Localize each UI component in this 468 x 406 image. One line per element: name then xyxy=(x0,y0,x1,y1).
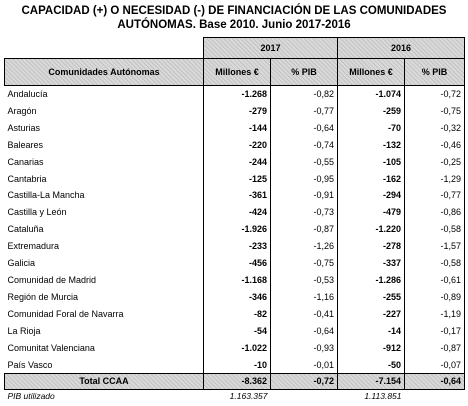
pib-2016: -0,72 xyxy=(405,86,465,103)
millions-2016: -132 xyxy=(338,137,405,154)
table-row xyxy=(5,120,465,137)
pib-2017: -0,74 xyxy=(271,137,338,154)
table-row xyxy=(5,154,465,171)
pib-2016: -0,17 xyxy=(405,323,465,340)
column-header-region: Comunidades Autónomas xyxy=(5,59,204,86)
table-row xyxy=(5,137,465,154)
millions-2016: -162 xyxy=(338,171,405,188)
year-2017-header: 2017 xyxy=(204,38,338,59)
millions-2017: -244 xyxy=(204,154,271,171)
millions-2016: -259 xyxy=(338,103,405,120)
millions-2016: -255 xyxy=(338,289,405,306)
column-header-pib-2017: % PIB xyxy=(271,59,338,86)
region-name: Canarias xyxy=(7,156,44,167)
total-pib-2016: -0,64 xyxy=(405,374,465,390)
millions-2016: -278 xyxy=(338,238,405,255)
millions-2016: -1.074 xyxy=(338,86,405,103)
pib-2017: -0,41 xyxy=(271,306,338,323)
table-row xyxy=(5,103,465,120)
millions-2017: -144 xyxy=(204,120,271,137)
millions-2017: -1.926 xyxy=(204,221,271,238)
total-pib-2017: -0,72 xyxy=(271,374,338,390)
pib-2017: -0,01 xyxy=(271,357,338,374)
millions-2017: -361 xyxy=(204,187,271,204)
region-name: Región de Murcia xyxy=(7,291,79,302)
region-name: País Vasco xyxy=(7,359,53,370)
pib-2016: -0,89 xyxy=(405,289,465,306)
pib-2016: -0,46 xyxy=(405,137,465,154)
region-name: Galicia xyxy=(7,258,36,269)
region-name: Comunidad Foral de Navarra xyxy=(7,308,124,319)
millions-2017: -346 xyxy=(204,289,271,306)
millions-2017: -82 xyxy=(204,306,271,323)
table-body xyxy=(5,86,465,374)
pib-value-2017: 1.163.357 xyxy=(229,391,268,402)
millions-2017: -1.022 xyxy=(204,340,271,357)
pib-2017: -0,75 xyxy=(271,255,338,272)
total-label: Total CCAA xyxy=(5,374,204,390)
pib-2017: -0,91 xyxy=(271,187,338,204)
pib-2016: -0,58 xyxy=(405,221,465,238)
table-row xyxy=(5,340,465,357)
pib-2017: -1,16 xyxy=(271,289,338,306)
pib-2017: -0,87 xyxy=(271,221,338,238)
column-header-millions-2016: Millones € xyxy=(338,59,405,86)
table-row xyxy=(5,306,465,323)
millions-2017: -10 xyxy=(204,357,271,374)
table-row xyxy=(5,357,465,374)
millions-2016: -105 xyxy=(338,154,405,171)
pib-2016: -0,87 xyxy=(405,340,465,357)
region-name: Baleares xyxy=(7,139,44,150)
column-header-pib-2016: % PIB xyxy=(405,59,465,86)
millions-2017: -233 xyxy=(204,238,271,255)
pib-2016: -0,61 xyxy=(405,272,465,289)
pib-2017: -0,95 xyxy=(271,171,338,188)
pib-2017: -0,93 xyxy=(271,340,338,357)
millions-2016: -227 xyxy=(338,306,405,323)
region-name: Andalucía xyxy=(7,89,48,99)
pib-2017: -0,64 xyxy=(271,120,338,137)
total-row xyxy=(5,374,465,390)
title-line-2: AUTÓNOMAS. Base 2010. Junio 2017-2016 xyxy=(117,19,351,31)
table-row xyxy=(5,289,465,306)
millions-2017: -125 xyxy=(204,171,271,188)
pib-2016: -0,07 xyxy=(405,357,465,374)
millions-2016: -479 xyxy=(338,204,405,221)
pib-2017: -0,73 xyxy=(271,204,338,221)
millions-2016: -70 xyxy=(338,120,405,137)
table-row xyxy=(5,238,465,255)
region-name: Comunitat Valenciana xyxy=(7,342,95,353)
pib-2017: -0,64 xyxy=(271,323,338,340)
table-row xyxy=(5,255,465,272)
millions-2016: -337 xyxy=(338,255,405,272)
millions-2017: -1.168 xyxy=(204,272,271,289)
pib-2017: -0,77 xyxy=(271,103,338,120)
millions-2016: -1.220 xyxy=(338,221,405,238)
pib-2016: -0,32 xyxy=(405,120,465,137)
pib-2017: -0,55 xyxy=(271,154,338,171)
region-name: Comunidad de Madrid xyxy=(7,274,97,285)
millions-2017: -54 xyxy=(204,323,271,340)
pib-label: PIB utilizado xyxy=(7,391,55,402)
pib-2016: -0,75 xyxy=(405,103,465,120)
table-row xyxy=(5,86,465,103)
millions-2017: -279 xyxy=(204,103,271,120)
region-name: Aragón xyxy=(7,105,37,116)
table-row xyxy=(5,221,465,238)
region-name: Cataluña xyxy=(7,224,44,235)
region-name: Extremadura xyxy=(7,241,60,252)
title-line-1: CAPACIDAD (+) O NECESIDAD (-) DE FINANCIACIÓN DE LAS COMUNIDADES xyxy=(21,5,447,17)
millions-2016: -294 xyxy=(338,187,405,204)
pib-2016: -0,77 xyxy=(405,187,465,204)
pib-2017: -0,53 xyxy=(271,272,338,289)
region-name: Castilla y León xyxy=(7,207,67,218)
total-millions-2016: -7.154 xyxy=(338,374,405,390)
millions-2016: -1.286 xyxy=(338,272,405,289)
total-millions-2017: -8.362 xyxy=(204,374,271,390)
region-name: Cantabria xyxy=(7,173,47,184)
table-row xyxy=(5,171,465,188)
pib-2017: -0,82 xyxy=(271,86,338,103)
financing-table xyxy=(4,37,465,403)
table-row xyxy=(5,323,465,340)
pib-2016: -0,58 xyxy=(405,255,465,272)
year-2016-header: 2016 xyxy=(338,38,465,59)
pib-row xyxy=(5,390,465,404)
millions-2016: -50 xyxy=(338,357,405,374)
millions-2017: -220 xyxy=(204,137,271,154)
table-row xyxy=(5,187,465,204)
pib-2016: -1,19 xyxy=(405,306,465,323)
year-spacer xyxy=(5,38,204,59)
pib-2016: -1,29 xyxy=(405,171,465,188)
pib-2016: -0,86 xyxy=(405,204,465,221)
column-header-millions-2017: Millones € xyxy=(204,59,271,86)
millions-2017: -1.268 xyxy=(204,86,271,103)
millions-2016: -14 xyxy=(338,323,405,340)
pib-2016: -1,57 xyxy=(405,238,465,255)
region-name: Asturias xyxy=(7,122,41,133)
millions-2017: -424 xyxy=(204,204,271,221)
region-name: La Rioja xyxy=(7,325,41,336)
table-row xyxy=(5,272,465,289)
millions-2016: -912 xyxy=(338,340,405,357)
table-row xyxy=(5,204,465,221)
region-name: Castilla-La Mancha xyxy=(7,190,85,201)
millions-2017: -456 xyxy=(204,255,271,272)
pib-2016: -0,25 xyxy=(405,154,465,171)
pib-2017: -1,26 xyxy=(271,238,338,255)
pib-value-2016: 1.113.851 xyxy=(364,391,402,402)
